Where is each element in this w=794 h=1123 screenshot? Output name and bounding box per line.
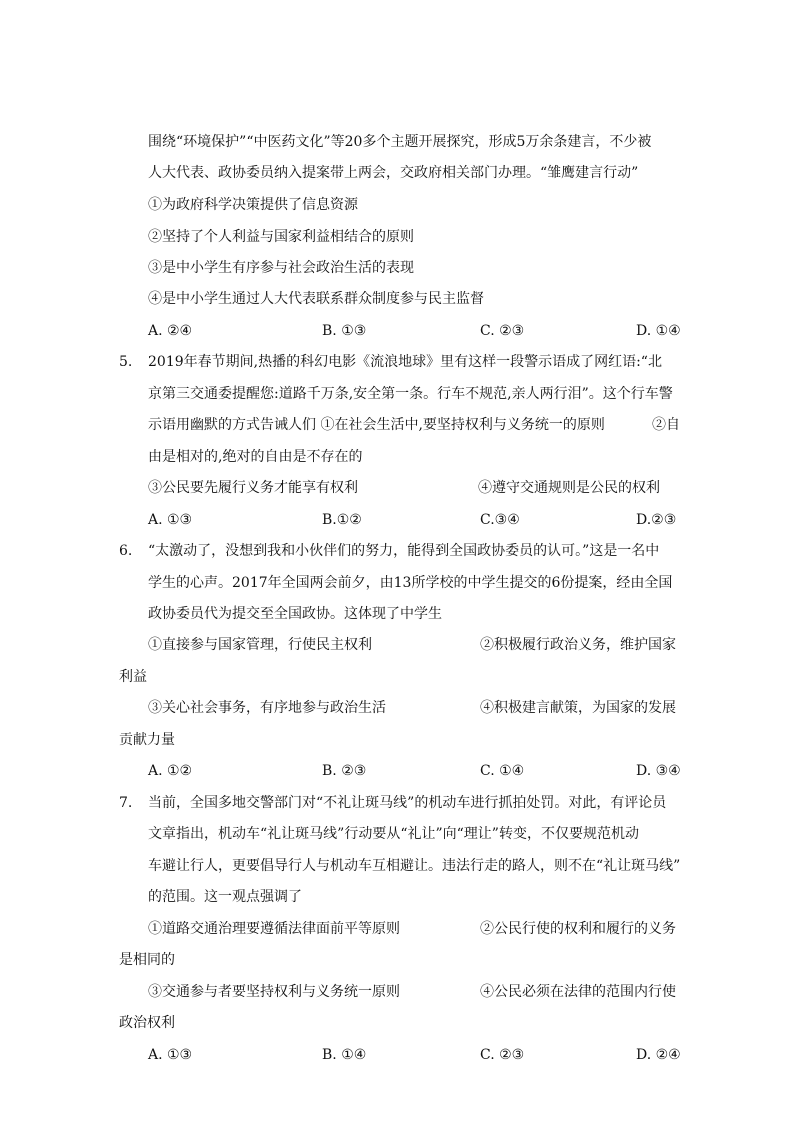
q5-statement-2: ②自 <box>652 417 680 433</box>
q7-statement-2: ②公民行使的权利和履行的义务 <box>480 921 676 937</box>
q7-statement-3: ③交通参与者要坚持权利与义务统一原则 <box>148 984 400 1000</box>
q6-option-d[interactable]: D. ③④ <box>636 763 681 779</box>
q4-statement-3: ③是中小学生有序参与社会政治生活的表现 <box>148 260 414 276</box>
q4-stem-line: 人大代表、政协委员纳入提案带上两会，交政府相关部门办理。“雏鹰建言行动” <box>148 165 639 181</box>
q5-option-c[interactable]: C.③④ <box>480 512 520 528</box>
q5-stem-line: 示语用幽默的方式告诫人们 ①在社会生活中,要坚持权利与义务统一的原则 <box>148 417 605 433</box>
q7-statement-4: ④公民必须在法律的范围内行使 <box>480 984 676 1000</box>
q5-stem-line: 京第三交通委提醒您:道路千万条,安全第一条。行车不规范,亲人两行泪”。这个行车警 <box>148 386 673 402</box>
q5-option-d[interactable]: D.②③ <box>636 512 677 528</box>
q7-stem-line: 的范围。这一观点强调了 <box>148 889 302 905</box>
q5-stem-line: 2019年春节期间,热播的科幻电影《流浪地球》里有这样一段警示语成了网红语:“北 <box>148 354 662 370</box>
q4-statement-4: ④是中小学生通过人大代表联系群众制度参与民主监督 <box>148 291 484 307</box>
q7-stem-line: 车避让行人，更要倡导行人与机动车互相避让。违法行走的路人，则不在“礼让斑马线” <box>148 858 681 874</box>
q7-statement-4-cont: 政治权利 <box>119 1015 175 1031</box>
q6-statement-4: ④积极建言献策，为国家的发展 <box>480 700 676 716</box>
q6-option-c[interactable]: C. ①④ <box>480 763 525 779</box>
q5-statement-3: ③公民要先履行义务才能享有权利 <box>148 480 358 496</box>
q6-statement-1: ①直接参与国家管理，行使民主权利 <box>148 637 372 653</box>
q4-option-d[interactable]: D. ①④ <box>636 323 681 339</box>
q4-option-c[interactable]: C. ②③ <box>480 323 525 339</box>
q7-option-b[interactable]: B. ①④ <box>322 1047 367 1063</box>
q6-statement-2: ②积极履行政治义务，维护国家 <box>480 637 676 653</box>
q7-statement-1: ①道路交通治理要遵循法律面前平等原则 <box>148 921 400 937</box>
q7-option-c[interactable]: C. ②③ <box>480 1047 525 1063</box>
q6-option-a[interactable]: A. ①② <box>148 763 193 779</box>
q5-option-b[interactable]: B.①② <box>322 512 362 528</box>
q7-number: 7. <box>119 795 133 811</box>
q6-number: 6. <box>119 543 133 559</box>
q6-option-b[interactable]: B. ②③ <box>322 763 367 779</box>
q4-statement-1: ①为政府科学决策提供了信息资源 <box>148 197 358 213</box>
q6-statement-2-cont: 利益 <box>119 669 147 685</box>
q4-option-b[interactable]: B. ①③ <box>322 323 367 339</box>
q7-stem-line: 当前，全国多地交警部门对“不礼让斑马线”的机动车进行抓拍处罚。对此，有评论员 <box>148 795 667 811</box>
q7-option-d[interactable]: D. ②④ <box>636 1047 681 1063</box>
q6-stem-line: “太激动了，没想到我和小伙伴们的努力，能得到全国政协委员的认可。”这是一名中 <box>148 543 660 559</box>
q4-option-a[interactable]: A. ②④ <box>148 323 193 339</box>
q4-statement-2: ②坚持了个人利益与国家利益相结合的原则 <box>148 229 414 245</box>
q7-stem-line: 文章指出，机动车“礼让斑马线”行动要从“礼让”向“理让”转变，不仅要规范机动 <box>148 826 639 842</box>
q6-statement-4-cont: 贡献力量 <box>119 732 175 748</box>
q7-statement-2-cont: 是相同的 <box>119 952 175 968</box>
q5-option-a[interactable]: A. ①③ <box>148 512 193 528</box>
q4-stem-line: 围绕“环境保护”“中医药文化”等20多个主题开展探究，形成5万余条建言，不少被 <box>148 134 652 150</box>
q5-statement-4: ④遵守交通规则是公民的权利 <box>478 480 660 496</box>
q7-option-a[interactable]: A. ①③ <box>148 1047 193 1063</box>
q5-statement-2-cont: 由是相对的,绝对的自由是不存在的 <box>148 449 363 465</box>
q6-stem-line: 政协委员代为提交至全国政协。这体现了中学生 <box>148 606 442 622</box>
q5-number: 5. <box>119 354 133 370</box>
q6-stem-line: 学生的心声。2017年全国两会前夕，由13所学校的中学生提交的6份提案，经由全国 <box>148 575 673 591</box>
q6-statement-3: ③关心社会事务，有序地参与政治生活 <box>148 700 386 716</box>
